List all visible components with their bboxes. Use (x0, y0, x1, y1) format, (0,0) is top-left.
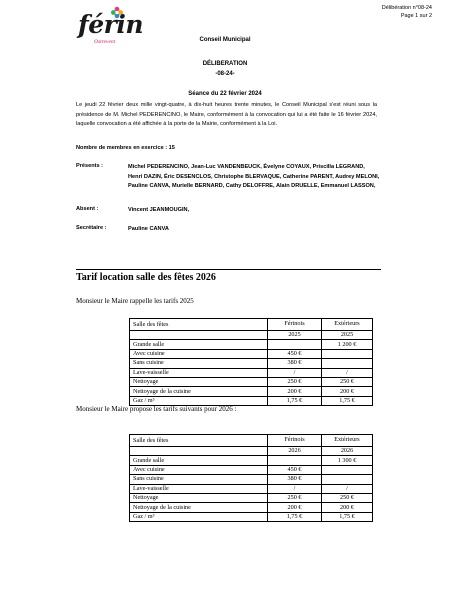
header-cell: Férinois (268, 319, 322, 331)
table-cell: Sans cuisine (130, 359, 268, 368)
table-row (130, 503, 373, 512)
deliberation-number: -08-24- (215, 71, 235, 77)
table-cell: 200 € (268, 387, 322, 396)
present-names: Michel PEDERENCINO, Jean-Luc VANDENBEUCK, Évelyne COYAUX, Priscilla LEGRAND, Henri DAZIN, Éric DESENCLOS, Christophe BLERVAQUE, Catherine PARENT, Audrey MELONI, Pauline CANVA, Murielle BERNARD, Cathy DELOFFRE, Alain DRUELLE, Emmanuel LASSON, (128, 164, 380, 189)
table-cell: Nettoyage (130, 377, 268, 386)
table-row (130, 359, 373, 368)
table-cell: Nettoyage de la cuisine (130, 503, 268, 512)
table-cell (322, 465, 373, 474)
table-cell (130, 331, 268, 340)
table-row (130, 465, 373, 474)
year-cell: 2025 (322, 331, 373, 340)
table-row (130, 475, 373, 484)
table-cell (322, 359, 373, 368)
table-cell: 250 € (322, 493, 373, 502)
table-cell: 200 € (268, 503, 322, 512)
table-cell: 1,75 € (322, 512, 373, 521)
document-reference (382, 4, 432, 20)
table-cell: 1 200 € (322, 340, 373, 349)
year-cell: 2025 (268, 331, 322, 340)
table-header-row (130, 319, 373, 331)
logo-word: férin (78, 10, 144, 39)
table-cell: Nettoyage (130, 493, 268, 502)
table-row (130, 456, 373, 465)
table-cell: Grande salle (130, 340, 268, 349)
council-heading: Conseil Municipal (199, 37, 251, 43)
reference-number: Délibération n°08-24 (381, 5, 432, 11)
table-row (130, 512, 373, 521)
table-cell: Avec cuisine (130, 349, 268, 358)
table-cell: Sans cuisine (130, 475, 268, 484)
table-row (130, 493, 373, 502)
table-cell (268, 340, 322, 349)
table-cell: 450 € (268, 465, 322, 474)
table-cell (322, 349, 373, 358)
table-cell: 250 € (268, 493, 322, 502)
table-cell: 1,75 € (268, 396, 322, 405)
absent-label: Absent : (76, 206, 99, 212)
table-cell: 450 € (268, 349, 322, 358)
tariff-table-2026 (129, 434, 373, 522)
table-row (130, 340, 373, 349)
section-divider (76, 269, 381, 270)
secretary-label: Secrétaire : (76, 225, 107, 231)
table-cell: 200 € (322, 503, 373, 512)
table-row (130, 368, 373, 377)
table-year-row (130, 331, 373, 340)
table-cell: Lave-vaisselle (130, 368, 268, 377)
table-cell: / (268, 484, 322, 493)
logo-tagline: Ostrevent (94, 39, 116, 45)
table-cell: / (268, 368, 322, 377)
table-year-row (130, 447, 373, 456)
table-cell: 250 € (322, 377, 373, 386)
table-cell: Avec cuisine (130, 465, 268, 474)
present-label: Présents : (76, 163, 104, 169)
table-cell: Gaz / m³ (130, 512, 268, 521)
table-cell: / (322, 484, 373, 493)
secretary-name: Pauline CANVA (128, 226, 169, 232)
table-cell: 200 € (322, 387, 373, 396)
table-cell (322, 475, 373, 484)
table-cell: 380 € (268, 475, 322, 484)
deliberation-heading: DÉLIBERATION (202, 61, 248, 67)
table-cell: 1 300 € (322, 456, 373, 465)
table-cell (130, 447, 268, 456)
absent-names: Vincent JEANMOUGIN, (128, 207, 190, 213)
table-cell: Lave-vaisselle (130, 484, 268, 493)
table-cell (268, 456, 322, 465)
table-row (130, 387, 373, 396)
header-cell: Salle des fêtes (130, 435, 268, 447)
header-cell: Extérieurs (322, 319, 373, 331)
tariff-table-2025 (129, 318, 373, 406)
table-cell: 1,75 € (268, 512, 322, 521)
table-row (130, 377, 373, 386)
header-cell: Extérieurs (322, 435, 373, 447)
table-row (130, 484, 373, 493)
header-cell: Férinois (268, 435, 322, 447)
members-count: Nombre de membres en exercice : 15 (76, 145, 175, 151)
table-header-row (130, 435, 373, 447)
table-cell: / (322, 368, 373, 377)
table-cell: Gaz / m³ (130, 396, 268, 405)
page-number: Page 1 sur 2 (400, 13, 432, 19)
header-cell: Salle des fêtes (130, 319, 268, 331)
year-cell: 2026 (268, 447, 322, 456)
intro-paragraph: Le jeudi 22 février deux mille vingt-quatre, à dix-huit heures trente minutes, le Conseil Municipal s'est réuni sous la présidence de M. Michel PEDERENCINO, le Maire, conformément à la convocation qui lui a été faite le 16 février 2024, laquelle convocation a été affichée à la porte de la Mairie, conformément à la Loi. (76, 102, 377, 127)
table-row (130, 349, 373, 358)
table-cell: 1,75 € (322, 396, 373, 405)
session-date: Séance du 22 février 2024 (188, 91, 262, 97)
table-cell: 250 € (268, 377, 322, 386)
table-cell: 380 € (268, 359, 322, 368)
table-cell: Nettoyage de la cuisine (130, 387, 268, 396)
propose-text: Monsieur le Maire propose les tarifs suivants pour 2026 : (76, 405, 237, 413)
recall-text: Monsieur le Maire rappelle les tarifs 2025 (76, 297, 194, 305)
year-cell: 2026 (322, 447, 373, 456)
subject-title: Tarif location salle des fêtes 2026 (76, 272, 216, 283)
table-cell: Grande salle (130, 456, 268, 465)
